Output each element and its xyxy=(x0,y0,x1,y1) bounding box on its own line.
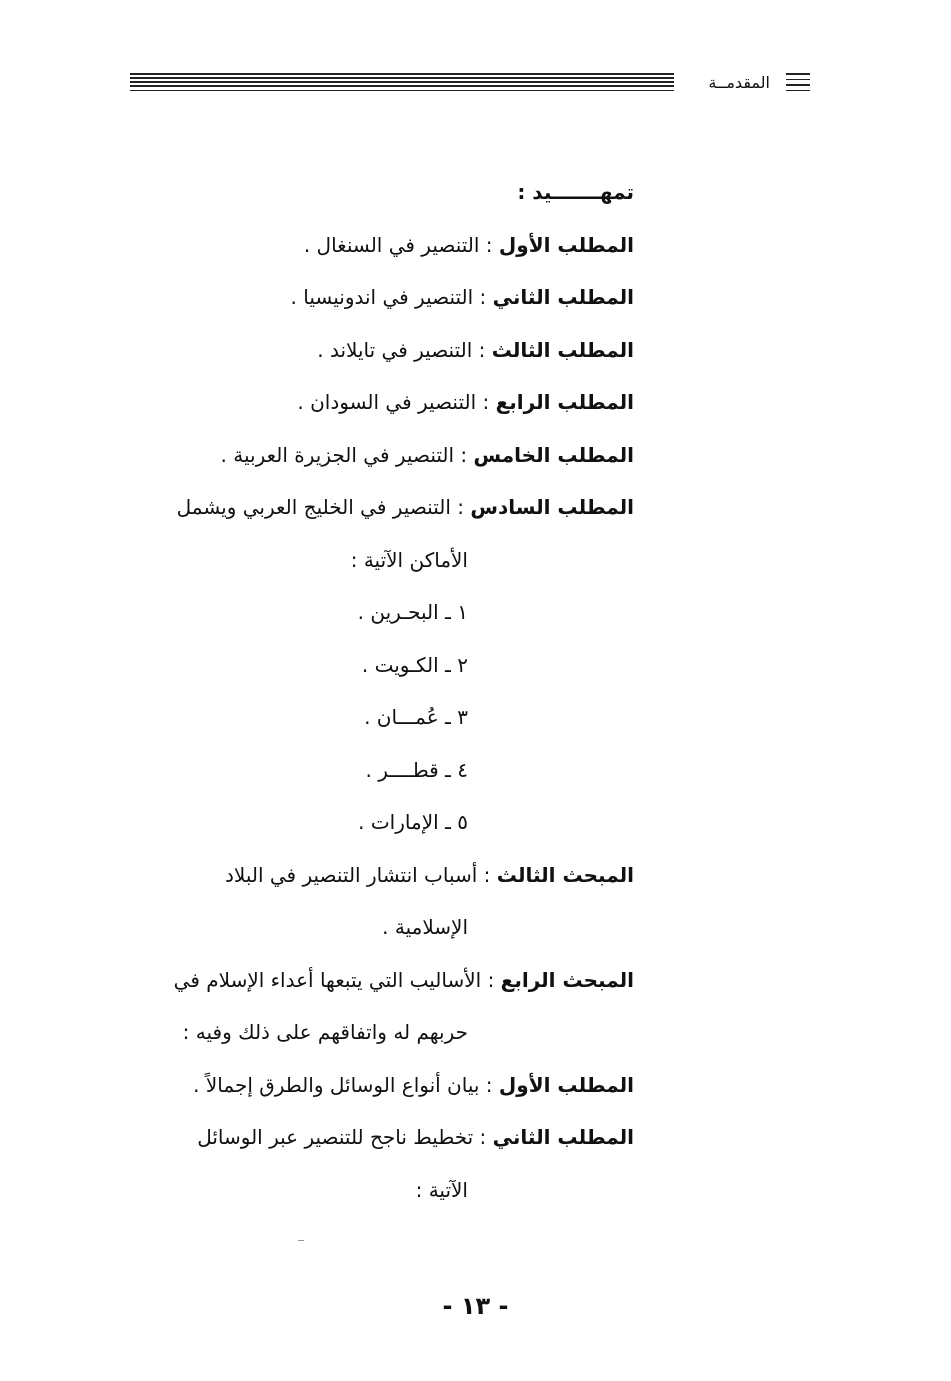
toc-line: تمهـــــــيد : xyxy=(517,180,634,204)
toc-line: المبحث الرابع : الأساليب التي يتبعها أعداء الإسلام في xyxy=(173,967,634,992)
header-rule xyxy=(130,73,674,91)
toc-line: المطلب الثاني : تخطيط ناجح للتنصير عبر الوسائل xyxy=(197,1125,634,1149)
toc-line: الإسلامية . xyxy=(382,915,468,939)
toc-line: المطلب الثالث : التنصير في تايلاند . xyxy=(317,337,634,362)
header-title: المقدمــة xyxy=(708,72,770,92)
toc-line: المطلب الثاني : التنصير في اندونيسيا . xyxy=(290,285,634,309)
toc-line: ٤ ـ قطــــر . xyxy=(365,757,468,782)
toc-line: ٣ ـ عُمـــان . xyxy=(364,705,468,729)
header-ornament xyxy=(786,73,810,91)
toc-line: المطلب السادس : التنصير في الخليج العربي ويشمل xyxy=(176,495,634,519)
toc-line: المبحث الثالث : أسباب انتشار التنصير في البلاد xyxy=(224,862,634,887)
print-mark xyxy=(298,1240,304,1241)
page-number: - ١٣ - xyxy=(442,1292,509,1320)
running-header xyxy=(130,70,810,94)
toc-line: المطلب الرابع : التنصير في السودان . xyxy=(297,390,634,414)
toc-line: الآتية : xyxy=(415,1177,468,1202)
toc-line: الأماكن الآتية : xyxy=(350,547,468,572)
table-of-contents xyxy=(128,166,634,1216)
toc-line: ١ ـ البحـرين . xyxy=(357,600,468,624)
toc-line: حربهم له واتفاقهم على ذلك وفيه : xyxy=(182,1020,468,1044)
toc-line: المطلب الخامس : التنصير في الجزيرة العربية . xyxy=(220,442,634,467)
toc-line: ٢ ـ الكـويت . xyxy=(361,652,468,677)
toc-line: ٥ ـ الإمارات . xyxy=(358,810,468,834)
toc-line: المطلب الأول : بيان أنواع الوسائل والطرق إجمالاً . xyxy=(193,1072,634,1097)
toc-line: المطلب الأول : التنصير في السنغال . xyxy=(303,232,634,257)
